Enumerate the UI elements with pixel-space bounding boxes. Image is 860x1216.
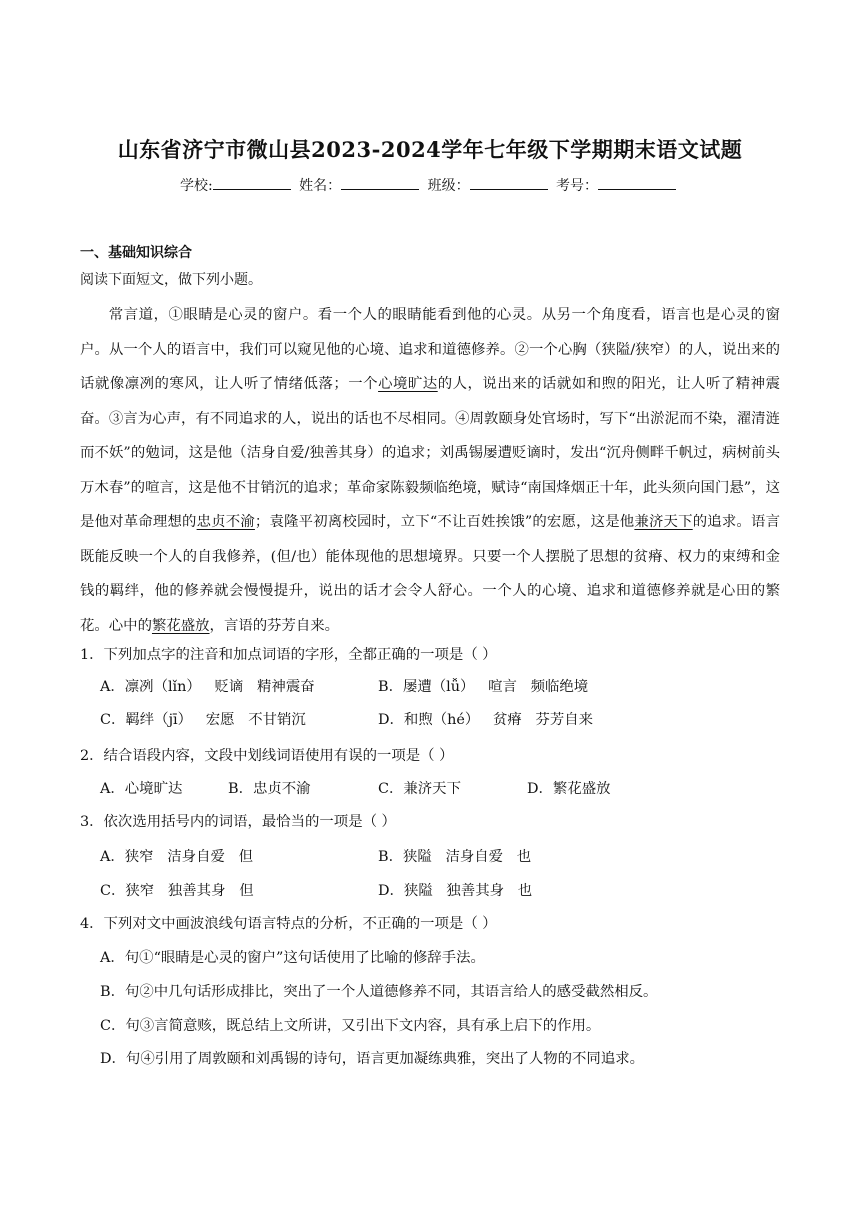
option-a: A．凛冽（lǐn） 贬谪 精神震奋 [100, 679, 315, 695]
option-a: A．心境旷达 [100, 781, 183, 797]
school-label: 学校: [179, 178, 213, 194]
option-b: B．屡遭（lǚ） 喧言 频临绝境 [378, 679, 589, 695]
option-a: A．句①“眼睛是心灵的窗户”这句话使用了比喻的修辞手法。 [100, 950, 485, 966]
passage-text: 的人，说出来的话就如和煦的阳光，让人听了精神震奋。③言为心声，有不同追求的人，说出的话也不尽相同。④周敦颐身处官场时，写下“出淤泥而不染，濯清涟而不妖”的勉词，这是他（洁身自爱/独善其身）的追求；刘禹锡屡遭贬谪时，发出“沉舟侧畔千帆过，病树前头万木春”的喧言，这是他不甘销沉的追求；革命家陈毅频临绝境，赋诗“南国烽烟正十年，此头须向国门悬”，这是他对革命理想的 [80, 376, 780, 530]
class-blank[interactable] [470, 177, 548, 190]
option-c: C．句③言简意赅，既总结上文所讲，又引出下文内容，具有承上启下的作用。 [100, 1018, 601, 1034]
passage-text: 常言道，①眼睛是心灵的窗户。看一个人的眼睛能看到他的心灵。从另一个角度看，语言也是心灵的窗户。从一个人的语言中，我们可以窥见他的心境、追求和道德修养。②一个心胸（狭隘/狭窄）的人，说出来的话就像凛冽的寒风，让人听了情绪低落；一个 [80, 307, 780, 392]
option-d: D．句④引用了周敦颐和刘禹锡的诗句，语言更加凝练典雅，突出了人物的不同追求。 [100, 1051, 644, 1067]
school-blank[interactable] [213, 177, 291, 190]
passage-text: 的追求。语言既能反映一个人的自我修养，(但/也）能体现他的思想境界。只要一个人摆脱了思想的贫瘠、权力的束缚和金钱的羁绊，他的修养就会慢慢提升，说出的话才会令人舒心。一个人的心境、追求和道德修养就是心田的繁花。心中的 [80, 514, 780, 634]
option-b: B．忠贞不渝 [228, 781, 311, 797]
underlined-phrase: 心境旷达 [378, 376, 438, 392]
name-label: 姓名： [299, 178, 342, 194]
exam-no-blank[interactable] [598, 177, 676, 190]
passage-text: ；袁隆平初离校园时，立下“不让百姓挨饿”的宏愿，这是他 [254, 514, 635, 530]
name-blank[interactable] [341, 177, 419, 190]
underlined-phrase: 忠贞不渝 [196, 514, 255, 530]
reading-instruction: 阅读下面短文，做下列小题。 [80, 272, 262, 288]
option-b: B．句②中几句话形成排比，突出了一个人道德修养不同，其语言给人的感受截然相反。 [100, 984, 658, 1000]
underlined-phrase: 繁花盛放 [151, 617, 210, 634]
question-stem: 3．依次选用括号内的词语，最恰当的一项是（ ） [80, 814, 396, 830]
option-c: C．羁绊（jī） 宏愿 不甘销沉 [100, 712, 306, 728]
option-b: B．狭隘 洁身自爱 也 [378, 849, 532, 865]
option-c: C．狭窄 独善其身 但 [100, 883, 254, 899]
section-heading: 一、基础知识综合 [80, 245, 192, 261]
question-stem: 2．结合语段内容，文段中划线词语使用有误的一项是（ ） [80, 748, 454, 764]
option-d: D．和煦（hé） 贫瘠 芬芳自来 [378, 712, 594, 728]
question-stem: 1．下列加点字的注音和加点词语的字形，全都正确的一项是（ ） [80, 647, 497, 663]
class-label: 班级： [427, 178, 470, 194]
student-info-line [0, 175, 860, 195]
passage-text: ，言语的芬芳自来。 [209, 617, 340, 634]
option-a: A．狭窄 洁身自爱 但 [100, 849, 253, 865]
option-c: C．兼济天下 [378, 781, 461, 797]
reading-passage [80, 298, 780, 643]
option-d: D．狭隘 独善其身 也 [378, 883, 533, 899]
exam-no-label: 考号： [556, 178, 599, 194]
option-d: D．繁花盛放 [527, 781, 611, 797]
exam-title: 山东省济宁市微山县2023-2024学年七年级下学期期末语文试题 [117, 137, 743, 162]
question-stem: 4．下列对文中画波浪线句语言特点的分析，不正确的一项是（ ） [80, 916, 497, 932]
underlined-phrase: 兼济天下 [634, 514, 693, 530]
